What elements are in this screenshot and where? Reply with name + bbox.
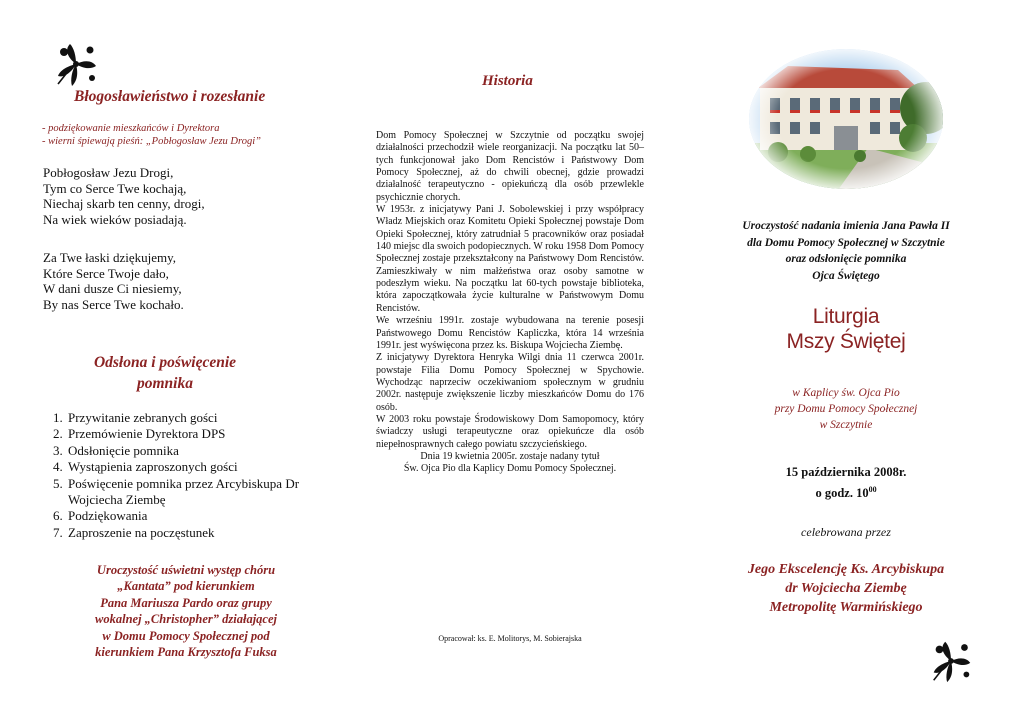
blessing-notes bbox=[42, 122, 261, 148]
celebrant-line: Metropolitę Warmińskiego bbox=[769, 600, 923, 615]
choir-line: kierunkiem Pana Krzysztofa Fuksa bbox=[95, 645, 277, 660]
choir-line: wokalnej „Christopher” działającej bbox=[95, 612, 277, 627]
occasion-text bbox=[690, 218, 1002, 284]
choir-line: Uroczystość uświetni występ chóru bbox=[96, 563, 276, 577]
place-line: w Kaplicy św. Ojca Pio bbox=[792, 387, 900, 399]
hymn-line: W dani dusze Ci niesiemy, bbox=[43, 281, 182, 296]
date-time bbox=[690, 464, 1002, 502]
flourish-ornament-icon bbox=[50, 38, 102, 90]
left-panel bbox=[0, 0, 340, 724]
building-photo bbox=[748, 48, 944, 190]
note-line: - wierni śpiewają pieśń: „Pobłogosław Jezu Drogi” bbox=[42, 136, 261, 147]
celebrated-by: celebrowana przez bbox=[801, 525, 891, 539]
history-paragraph: We wrześniu 1991r. zostaje wybudowana na terenie posesji Państwowego Domu Rencistów Kapliczka, która 14 września 1991r. jest wyświęcona przez ks. Biskupa Wojciecha Ziembę. bbox=[376, 315, 644, 351]
place-line: w Szczytnie bbox=[819, 419, 873, 431]
hymn-stanza-1 bbox=[43, 165, 205, 227]
place-text bbox=[690, 385, 1002, 433]
hymn-line: Pobłogosław Jezu Drogi, bbox=[43, 165, 174, 180]
choir-line: „Kantata” pod kierunkiem bbox=[117, 579, 255, 594]
hymn-line: Które Serce Twoje dało, bbox=[43, 265, 169, 281]
liturgy-line: Liturgia bbox=[812, 305, 880, 328]
choir-line: w Domu Pomocy Społecznej pod bbox=[102, 628, 270, 643]
history-title: Historia bbox=[482, 73, 533, 89]
history-paragraph: W 1953r. z inicjatywy Pani J. Sobolewskiej i przy współpracy Władz Miejskich oraz Komitetu Opieki Społecznej powstaje Dom Opieki Społecznej, który zatrudniał 5 pracowników oraz posiadał 140 miejsc dla swoich podopiecznych. W roku 1958 Dom Pomocy Społecznej zostaje przekształcony na Państwowy Dom Rencistów. Zamieszkiwały w nim małżeństwa oraz osoby samotne w podeszłym wieku. Na początku lat 60-tych powstaje biblioteka, która zapoczątkowała życie kulturalne w Państwowym Domu Rencistów. bbox=[376, 204, 644, 314]
history-text bbox=[376, 130, 644, 476]
hymn-line: Na wiek wieków posiadają. bbox=[43, 211, 187, 227]
place-line: przy Domu Pomocy Społecznej bbox=[774, 403, 918, 415]
program-item: 7. Zaproszenie na poczęstunek bbox=[66, 525, 332, 541]
celebrant-line: dr Wojciecha Ziembę bbox=[785, 581, 907, 596]
liturgy-title bbox=[690, 304, 1002, 354]
time-minutes: 00 bbox=[868, 485, 877, 494]
hymn-stanza-2 bbox=[43, 250, 184, 312]
occasion-line: Uroczystość nadania imienia Jana Pawła II bbox=[742, 220, 950, 232]
liturgy-line: Mszy Świętej bbox=[786, 330, 906, 353]
occasion-line: Ojca Świętego bbox=[812, 269, 880, 282]
flourish-ornament-icon bbox=[926, 636, 976, 686]
choir-line: Pana Mariusza Pardo oraz grupy bbox=[100, 595, 272, 610]
event-date: 15 października 2008r. bbox=[785, 465, 907, 479]
history-paragraph: Dom Pomocy Społecznej w Szczytnie od początku swojej działalności przechodził wiele reorganizacji. Na początku lat 50–tych funkcjonował jako Dom Rencistów i Państwowy Dom Pomocy Społecznej, aż do chwili obecnej, gdzie prowadzi działalność terapeutyczno - opiekuńczą dla osób przewlekle psychicznie chorych. bbox=[376, 130, 644, 203]
history-closing bbox=[376, 451, 644, 476]
unveiling-title-line: pomnika bbox=[137, 375, 193, 392]
celebrant-line: Jego Ekscelencję Ks. Arcybiskupa bbox=[747, 562, 945, 577]
credit-line: Opracował: ks. E. Molitorys, M. Sobierajska bbox=[438, 634, 582, 643]
blessing-title: Błogosławieństwo i rozesłanie bbox=[74, 88, 266, 105]
closing-line: Św. Ojca Pio dla Kaplicy Domu Pomocy Społecznej. bbox=[403, 463, 617, 475]
program-item: 1. Przywitanie zebranych gości bbox=[66, 410, 332, 426]
unveiling-title-line: Odsłona i poświęcenie bbox=[93, 354, 237, 371]
history-paragraph: Z inicjatywy Dyrektora Henryka Wilgi dnia 11 czerwca 2001r. powstaje Filia Domu Pomocy Społecznej w Spychowie. Wychodząc naprzeciw oczekiwaniom społecznym w grudniu 2002r. następuje zwiększenie liczby mieszkańców Domu do 176 osób. bbox=[376, 352, 644, 413]
program-item: 2. Przemówienie Dyrektora DPS bbox=[66, 426, 332, 442]
unveiling-title bbox=[40, 352, 290, 394]
program-list bbox=[42, 410, 332, 541]
program-item: 3. Odsłonięcie pomnika bbox=[66, 443, 332, 459]
celebrant-text bbox=[690, 560, 1002, 617]
hymn-line: Za Twe łaski dziękujemy, bbox=[43, 250, 177, 265]
time-hour: o godz. 10 bbox=[815, 486, 869, 501]
program-item: 4. Wystąpienia zaproszonych gości bbox=[66, 459, 332, 475]
history-paragraph: W 2003 roku powstaje Środowiskowy Dom Samopomocy, który świadczy usługi terapeutyczne oraz opiekuńcze dla osób niepełnosprawnych całego powiatu szczycieńskiego. bbox=[376, 413, 644, 450]
program-item: 6. Podziękowania bbox=[66, 508, 332, 524]
event-time bbox=[690, 481, 1002, 502]
hymn-line: Tym co Serce Twe kochają, bbox=[43, 180, 187, 196]
hymn-line: Niechaj skarb ten cenny, drogi, bbox=[43, 196, 205, 211]
choir-note bbox=[56, 562, 316, 660]
closing-line: Dnia 19 kwietnia 2005r. zostaje nadany tytuł bbox=[420, 450, 600, 462]
program-item: 5. Poświęcenie pomnika przez Arcybiskupa Dr Wojciecha Ziembę bbox=[66, 476, 300, 509]
note-line: - podziękowanie mieszkańców i Dyrektora bbox=[42, 123, 220, 134]
hymn-line: By nas Serce Twe kochało. bbox=[43, 296, 184, 312]
occasion-line: oraz odsłonięcie pomnika bbox=[785, 253, 907, 265]
occasion-line: dla Domu Pomocy Społecznej w Szczytnie bbox=[747, 236, 945, 249]
